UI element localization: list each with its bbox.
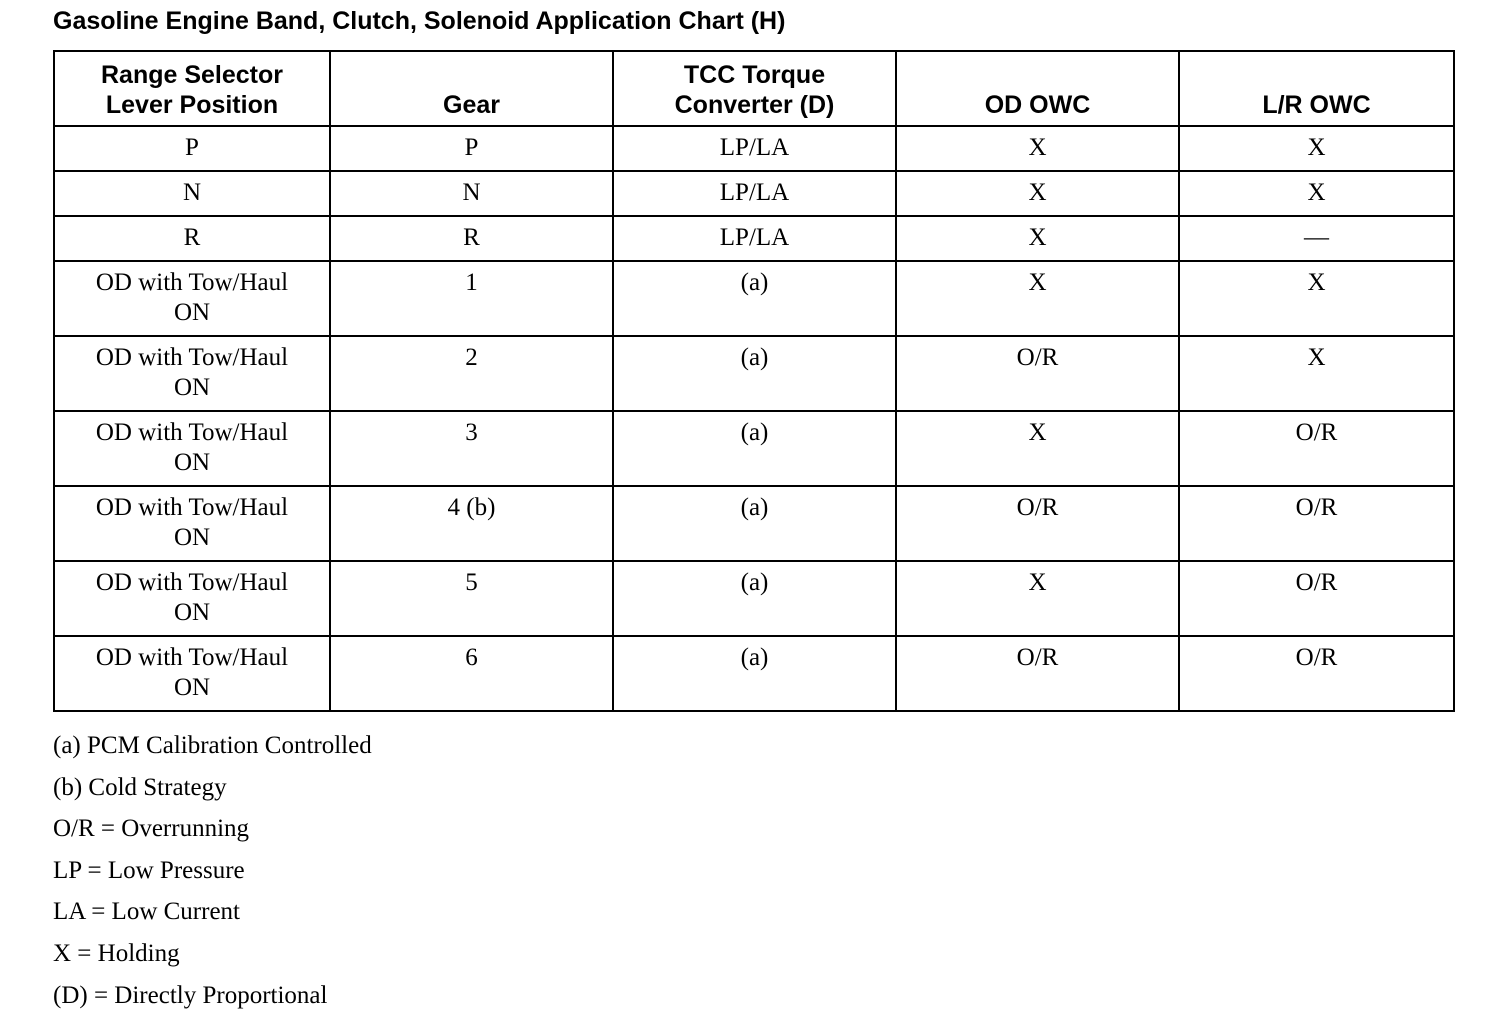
cell-line: ON (173, 299, 211, 326)
cell-line: LP/LA (719, 134, 790, 161)
cell-line: X (1028, 569, 1047, 596)
od-owc-cell (896, 561, 1179, 636)
footnote: (D) = Directly Proportional (53, 981, 328, 1009)
cell-line: 3 (465, 419, 478, 446)
cell-line: N (462, 179, 481, 206)
gear-cell (330, 261, 613, 336)
cell-line: X (1307, 269, 1326, 296)
od-owc-cell (896, 171, 1179, 216)
gear-cell (330, 486, 613, 561)
range-cell (54, 171, 330, 216)
header-line: TCC Torque (683, 61, 826, 89)
cell-line: X (1028, 269, 1047, 296)
footnote: LP = Low Pressure (53, 856, 245, 884)
range-cell (54, 126, 330, 171)
gear-cell (330, 171, 613, 216)
cell-line: ON (173, 599, 211, 626)
header-line: L/R OWC (1262, 91, 1371, 119)
cell-line: N (182, 179, 202, 206)
table-row (54, 561, 1454, 636)
gear-cell (330, 216, 613, 261)
lr-owc-cell (1179, 411, 1454, 486)
tcc-cell (613, 486, 896, 561)
cell-line: (a) (740, 419, 769, 446)
header-lr-owc (1179, 51, 1454, 126)
tcc-cell (613, 261, 896, 336)
table-row (54, 486, 1454, 561)
range-cell (54, 411, 330, 486)
cell-line: (a) (740, 269, 769, 296)
cell-line: O/R (1016, 494, 1059, 521)
gear-cell (330, 336, 613, 411)
cell-line: ON (173, 674, 211, 701)
tcc-cell (613, 636, 896, 711)
od-owc-cell (896, 636, 1179, 711)
lr-owc-cell (1179, 216, 1454, 261)
od-owc-cell (896, 336, 1179, 411)
cell-line: X (1028, 179, 1047, 206)
table-row (54, 216, 1454, 261)
cell-line: OD with Tow/Haul (95, 494, 289, 521)
header-gear (330, 51, 613, 126)
cell-line: 5 (465, 569, 478, 596)
lr-owc-cell (1179, 126, 1454, 171)
table-row (54, 411, 1454, 486)
table-row (54, 336, 1454, 411)
lr-owc-cell (1179, 261, 1454, 336)
header-tcc-torque-converter (613, 51, 896, 126)
tcc-cell (613, 336, 896, 411)
footnote: (b) Cold Strategy (53, 773, 227, 801)
cell-line: OD with Tow/Haul (95, 344, 289, 371)
range-cell (54, 261, 330, 336)
cell-line: — (1304, 224, 1329, 251)
lr-owc-cell (1179, 171, 1454, 216)
cell-line: O/R (1016, 344, 1059, 371)
cell-line: X (1028, 419, 1047, 446)
tcc-cell (613, 126, 896, 171)
cell-line: O/R (1295, 644, 1338, 671)
table-row (54, 261, 1454, 336)
od-owc-cell (896, 411, 1179, 486)
header-row (54, 51, 1454, 126)
cell-line: ON (173, 524, 211, 551)
range-cell (54, 486, 330, 561)
od-owc-cell (896, 486, 1179, 561)
range-cell (54, 561, 330, 636)
cell-line: OD with Tow/Haul (95, 419, 289, 446)
cell-line: (a) (740, 569, 769, 596)
cell-line: X (1307, 179, 1326, 206)
cell-line: O/R (1295, 419, 1338, 446)
footnote: (a) PCM Calibration Controlled (53, 732, 372, 759)
application-chart-table (53, 50, 1455, 712)
od-owc-cell (896, 126, 1179, 171)
range-cell (54, 216, 330, 261)
range-cell (54, 336, 330, 411)
cell-line: ON (173, 449, 211, 476)
chart-title: Gasoline Engine Band, Clutch, Solenoid Application Chart (H) (53, 7, 786, 35)
header-od-owc (896, 51, 1179, 126)
gear-cell (330, 411, 613, 486)
lr-owc-cell (1179, 561, 1454, 636)
cell-line: P (464, 134, 479, 161)
od-owc-cell (896, 216, 1179, 261)
cell-line: OD with Tow/Haul (95, 644, 289, 671)
tcc-cell (613, 561, 896, 636)
range-cell (54, 636, 330, 711)
table-row (54, 636, 1454, 711)
header-line: Gear (443, 91, 500, 119)
cell-line: (a) (740, 494, 769, 521)
cell-line: R (183, 224, 201, 251)
gear-cell (330, 126, 613, 171)
table-row (54, 171, 1454, 216)
header-line: Range Selector (100, 61, 283, 89)
cell-line: LP/LA (719, 179, 790, 206)
od-owc-cell (896, 261, 1179, 336)
cell-line: O/R (1016, 644, 1059, 671)
footnotes (53, 731, 372, 1022)
lr-owc-cell (1179, 486, 1454, 561)
cell-line: X (1307, 344, 1326, 371)
cell-line: ON (173, 374, 211, 401)
cell-line: X (1307, 134, 1326, 161)
cell-line: 6 (465, 644, 478, 671)
cell-line: O/R (1295, 569, 1338, 596)
cell-line: LP/LA (719, 224, 790, 251)
header-line: Converter (D) (674, 91, 835, 119)
cell-line: OD with Tow/Haul (95, 569, 289, 596)
header-range-selector (54, 51, 330, 126)
header-line: OD OWC (984, 91, 1091, 119)
tcc-cell (613, 411, 896, 486)
cell-line: 4 (b) (447, 494, 496, 521)
footnote: O/R = Overrunning (53, 815, 250, 843)
cell-line: 2 (465, 344, 478, 371)
cell-line: O/R (1295, 494, 1338, 521)
cell-line: X (1028, 224, 1047, 251)
cell-line: (a) (740, 344, 769, 371)
header-line: Lever Position (105, 91, 279, 119)
cell-line: 1 (465, 269, 478, 296)
cell-line: P (185, 134, 199, 161)
tcc-cell (613, 171, 896, 216)
cell-line: OD with Tow/Haul (95, 269, 289, 296)
lr-owc-cell (1179, 636, 1454, 711)
cell-line: (a) (740, 644, 769, 671)
lr-owc-cell (1179, 336, 1454, 411)
tcc-cell (613, 216, 896, 261)
table-body (54, 126, 1454, 711)
cell-line: X (1028, 134, 1047, 161)
footnote: LA = Low Current (53, 898, 240, 926)
cell-line: R (463, 224, 480, 251)
gear-cell (330, 561, 613, 636)
table-row (54, 126, 1454, 171)
footnote: X = Holding (53, 939, 180, 967)
gear-cell (330, 636, 613, 711)
